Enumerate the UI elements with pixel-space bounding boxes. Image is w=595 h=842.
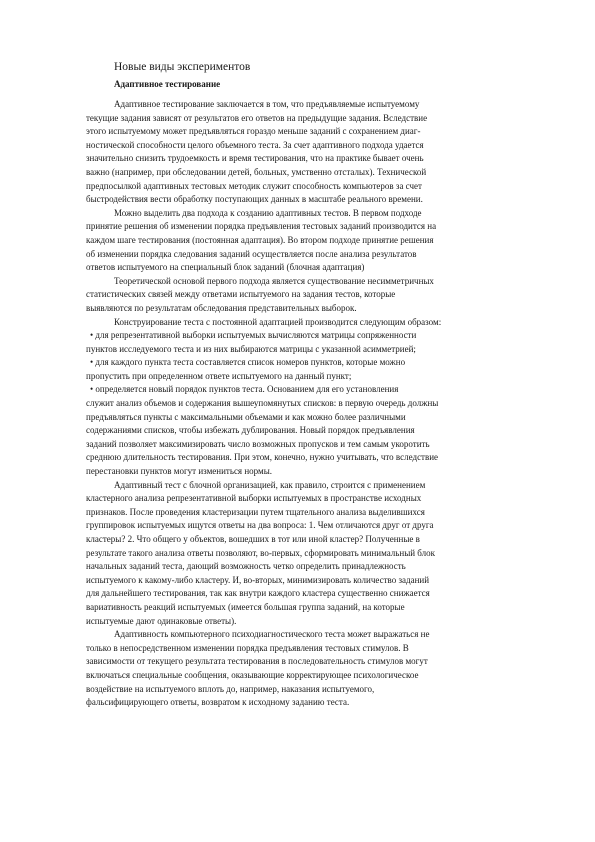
paragraph xyxy=(86,628,546,710)
text-line: испытуемого к какому-либо кластеру. И, во-вторых, минимизировать количество заданий xyxy=(86,574,430,585)
text-line: содержаниями списков, чтобы избежать дублирования. Новый порядок предъявления xyxy=(86,425,415,436)
text-line: текущие задания зависят от результатов его ответов на предыдущие задания. Вследствие xyxy=(86,112,428,123)
text-line: об изменении порядка следования заданий осуществляется после анализа результатов xyxy=(86,248,417,259)
text-line: важно (например, при обследовании детей, больных, умственно отсталых). Технической xyxy=(86,166,427,177)
text-line: Адаптивный тест с блочной организацией, как правило, строится с применением xyxy=(114,479,426,490)
text-line: • для репрезентативной выборки испытуемых вычисляются матрицы сопряженности xyxy=(90,330,417,341)
text-line: группировок испытуемых ищутся ответы на два вопроса: 1. Чем отличаются друг от друга xyxy=(86,520,434,531)
text-line: перестановки пунктов могут измениться нормы. xyxy=(86,466,272,477)
text-line: результате такого анализа ответы позволяют, во-первых, сформировать минимальный блок xyxy=(86,547,436,558)
text-line: быстродействия вести обработку поступающих данных в масштабе реального времени. xyxy=(86,194,423,205)
text-line: кластерного анализа репрезентативной выборки испытуемых в пространстве исходных xyxy=(86,493,422,504)
text-line: вариативность реакций испытуемых (имеется большая группа заданий, на которые xyxy=(86,601,405,612)
text-line: каждом шаге тестирования (постоянная адаптация). Во втором подходе принятие решения xyxy=(86,234,434,245)
text-line: Конструирование теста с постоянной адаптацией производится следующим образом: xyxy=(114,316,442,327)
text-line: статистических связей между ответами испытуемого на задания тестов, которые xyxy=(86,289,396,300)
section-subtitle: Адаптивное тестирование xyxy=(114,79,221,89)
text-line: принятие решения об изменении порядка предъявления тестовых заданий производится на xyxy=(86,221,437,232)
text-line: среднюю длительность тестирования. При этом, конечно, нужно учитывать, что вследствие xyxy=(86,452,439,463)
document-body xyxy=(86,98,546,710)
text-line: ностической способности целого объемного теста. За счет адаптивного подхода удается xyxy=(86,139,424,150)
paragraph xyxy=(86,98,546,207)
text-line: признаков. После проведения кластеризации путем тщательного анализа выделившихся xyxy=(86,506,425,517)
text-line: для дальнейшего тестирования, так как внутри каждого кластера существенно снижается xyxy=(86,588,430,599)
paragraph xyxy=(86,316,546,330)
text-line: предъявляться пункты с максимальными объемами и как можно более различными xyxy=(86,411,406,422)
page-title: Новые виды экспериментов xyxy=(114,61,251,73)
text-line: Можно выделить два подхода к созданию адаптивных тестов. В первом подходе xyxy=(114,207,422,218)
text-line: • определяется новый порядок пунктов теста. Основанием для его установления xyxy=(90,384,399,395)
paragraph xyxy=(86,275,546,316)
paragraph xyxy=(86,383,546,478)
paragraph xyxy=(86,329,546,356)
document-page xyxy=(86,60,546,710)
text-line: заданий позволяет максимизировать число возможных пропусков и тем самым укоротить xyxy=(86,438,430,449)
text-line: ответов испытуемого на специальный блок заданий (блочная адаптация) xyxy=(86,262,365,273)
text-line: испытуемые дают одинаковые ответы). xyxy=(86,615,237,626)
text-line: Адаптивность компьютерного психодиагностического теста может выражаться не xyxy=(114,629,430,640)
text-line: кластеры? 2. Что общего у объектов, вошедших в тот или иной кластер? Полученные в xyxy=(86,534,420,544)
text-line: Адаптивное тестирование заключается в том, что предъявляемые испытуемому xyxy=(114,99,420,109)
text-line: этого испытуемому может предъявляться гораздо меньше заданий с сохранением диаг- xyxy=(86,126,421,137)
text-line: зависимости от текущего результата тестирования в последовательность стимулов могут xyxy=(86,656,428,667)
text-line: пропустить при определенном ответе испытуемого на данный пункт; xyxy=(86,370,352,381)
paragraph xyxy=(86,356,546,383)
text-line: начальных заданий теста, дающий возможность четко определить принадлежность xyxy=(86,561,406,572)
text-line: служит анализ объемов и содержания вышеупомянутых списков: в первую очередь должны xyxy=(86,398,439,409)
text-line: воздействие на испытуемого вплоть до, например, наказания испытуемого, xyxy=(86,683,375,694)
text-line: выявляются по результатам обследования представительных выборок. xyxy=(86,302,357,313)
text-line: Теоретической основой первого подхода является существование несимметричных xyxy=(114,275,434,286)
text-line: предпосылкой адаптивных тестовых методик служит способность компьютеров за счет xyxy=(86,180,422,191)
text-line: • для каждого пункта теста составляется список номеров пунктов, которые можно xyxy=(90,357,406,368)
paragraph xyxy=(86,207,546,275)
text-line: только в непосредственном изменении порядка предъявления тестовых стимулов. В xyxy=(86,642,409,653)
text-line: фальсифицирующего ответы, возвратом к исходному заданию теста. xyxy=(86,697,350,708)
paragraph xyxy=(86,479,546,629)
text-line: пунктов исследуемого теста и из них выбираются матрицы с указанной асимметрией; xyxy=(86,343,416,354)
text-line: значительно снизить трудоемкость и время тестирования, что на практике бывает очень xyxy=(86,153,424,164)
text-line: включаться специальные сообщения, оказывающие корректирующее психологическое xyxy=(86,669,419,680)
